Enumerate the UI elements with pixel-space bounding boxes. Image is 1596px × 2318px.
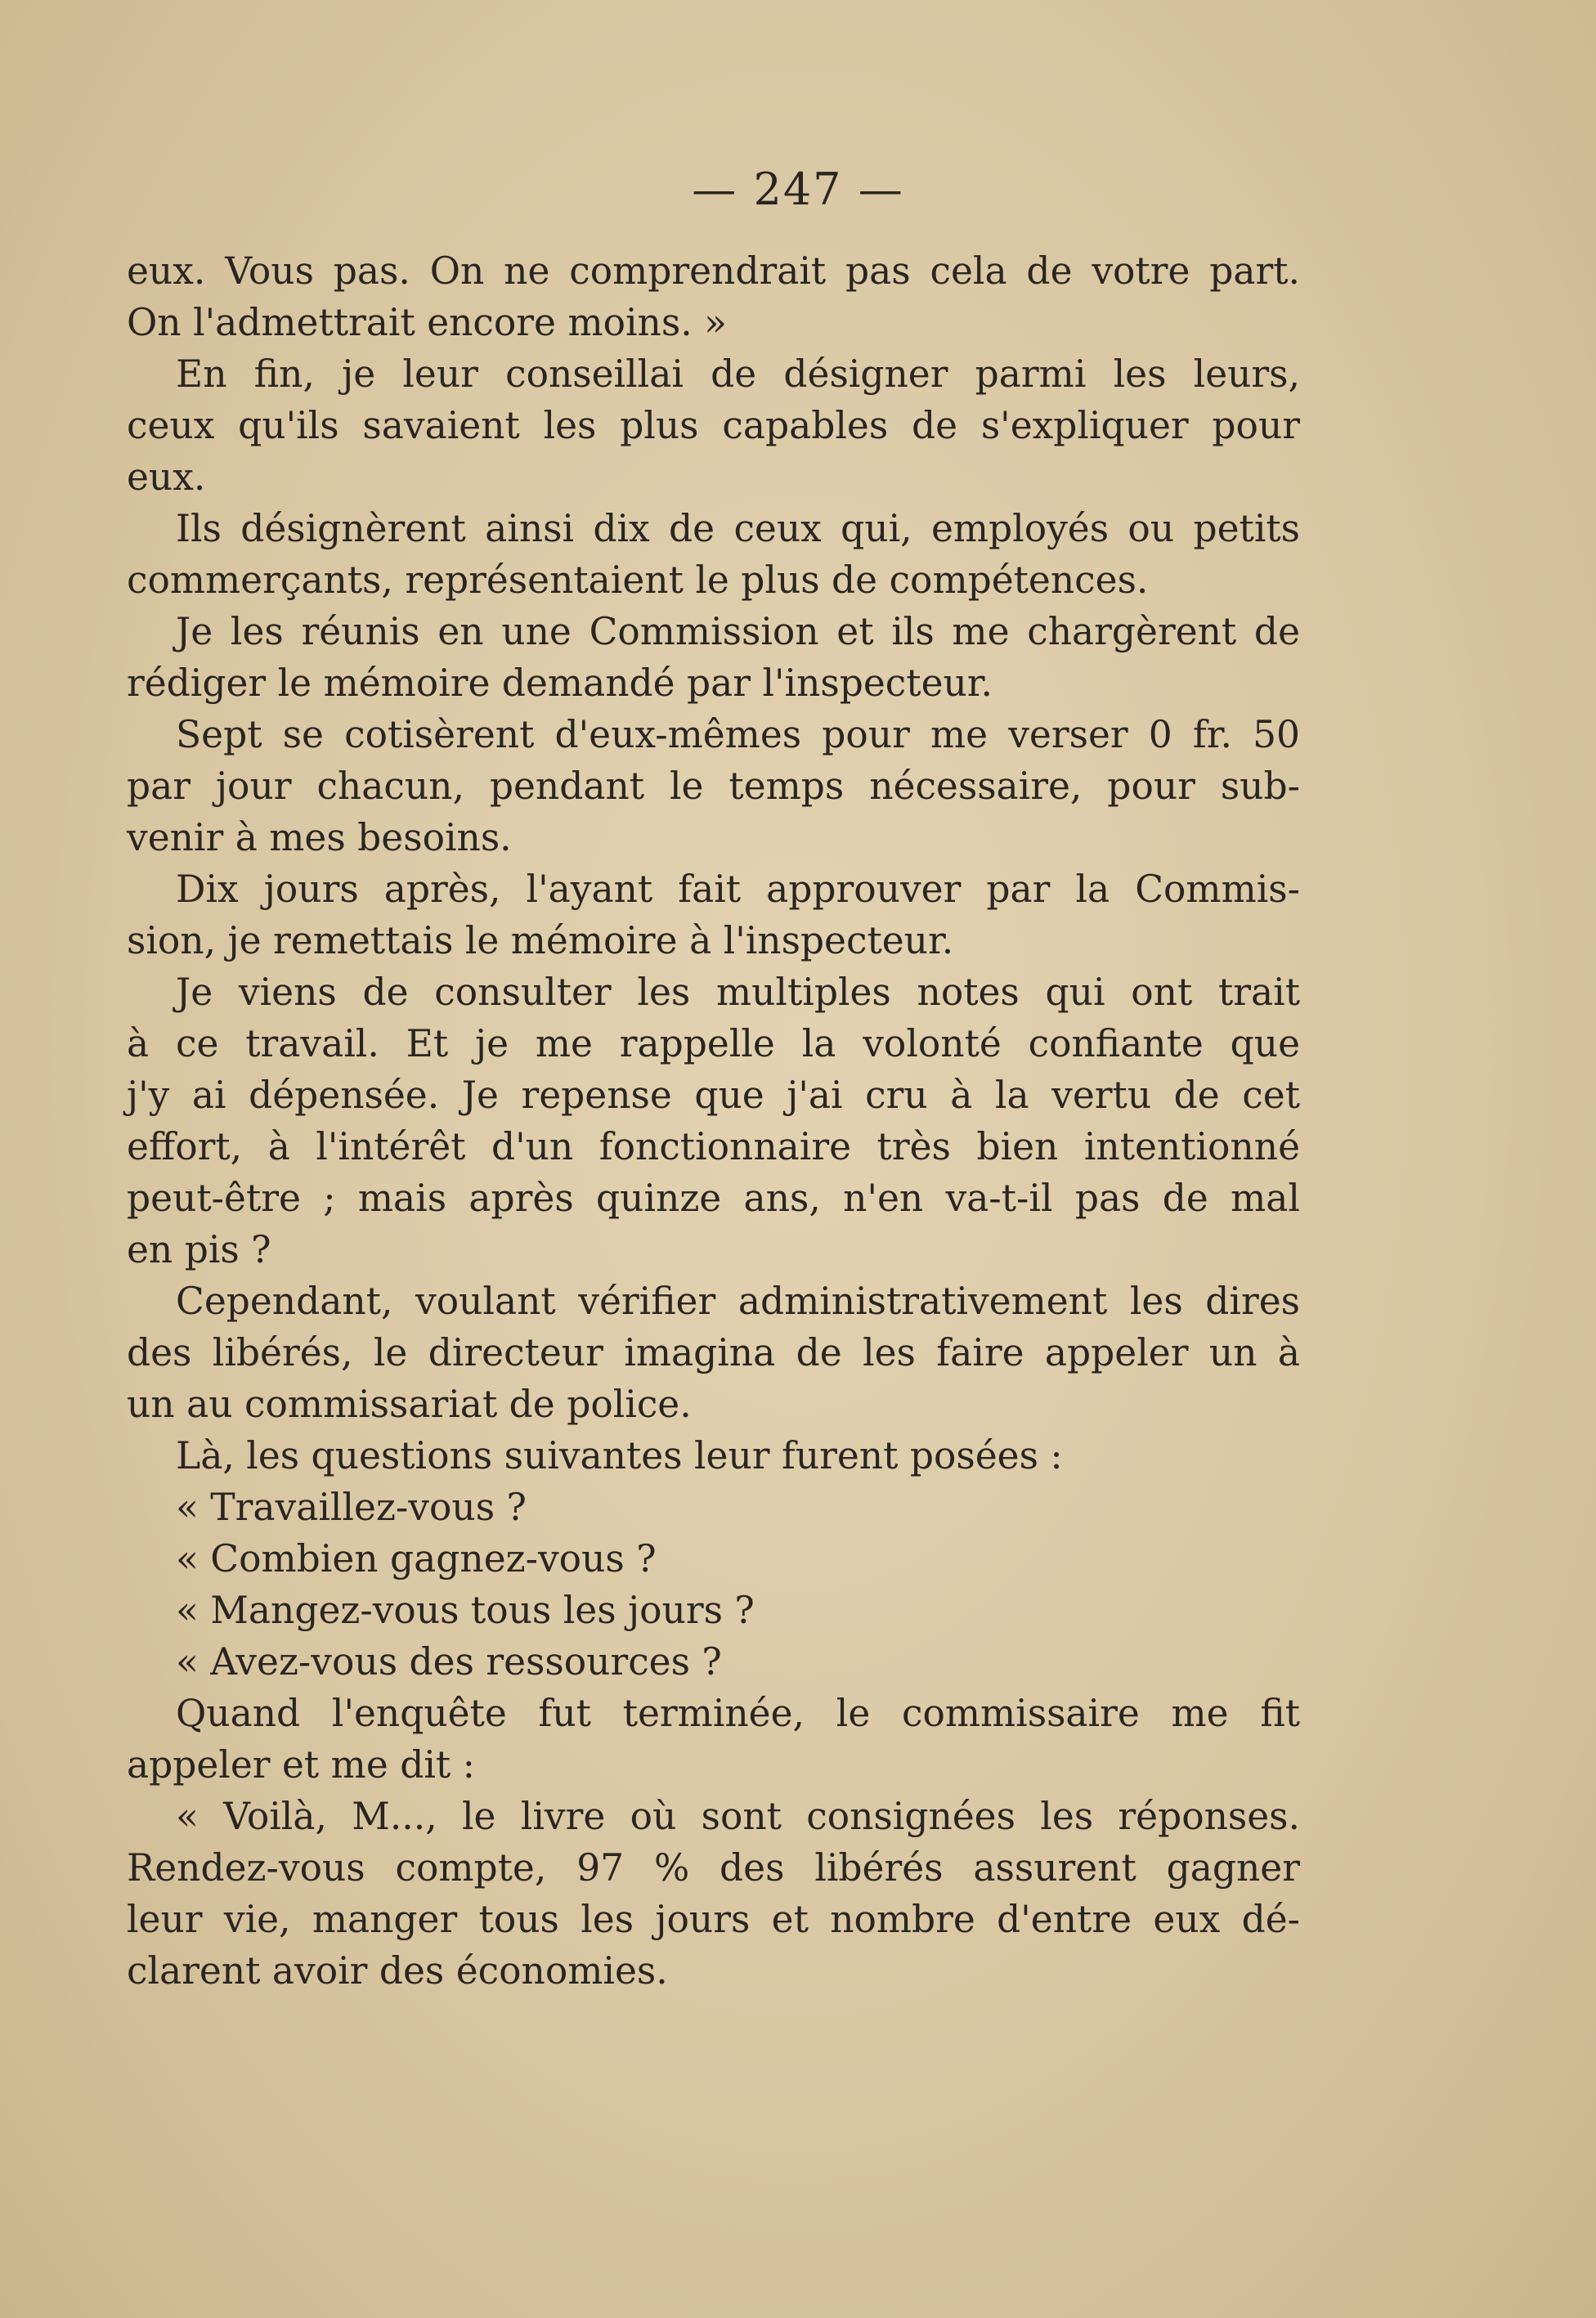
text-line: « Avez-vous des ressources ? bbox=[176, 1640, 722, 1684]
text-line: à ce travail. Et je me rappelle la volonté confiante que bbox=[127, 1022, 1300, 1065]
text-line: sion, je remettais le mémoire à l'inspecteur. bbox=[127, 919, 954, 962]
body-text bbox=[127, 245, 1300, 1997]
text-line: en pis ? bbox=[127, 1228, 271, 1271]
text-line: Ils désignèrent ainsi dix de ceux qui, employés ou petits bbox=[176, 507, 1300, 550]
text-line: eux. bbox=[127, 455, 206, 499]
text-line: « Travaillez-vous ? bbox=[176, 1486, 527, 1529]
text-line: clarent avoir des économies. bbox=[127, 1949, 668, 1993]
text-line: Sept se cotisèrent d'eux-mêmes pour me verser 0 fr. 50 bbox=[176, 713, 1300, 756]
text-line: Dix jours après, l'ayant fait approuver par la Commis- bbox=[176, 868, 1300, 911]
text-line: rédiger le mémoire demandé par l'inspecteur. bbox=[127, 661, 993, 705]
text-line: eux. Vous pas. On ne comprendrait pas cela de votre part. bbox=[127, 249, 1300, 293]
text-line: Cependant, voulant vérifier administrativement les dires bbox=[176, 1280, 1300, 1323]
text-line: peut-être ; mais après quinze ans, n'en va-t-il pas de mal bbox=[127, 1177, 1300, 1220]
text-line: leur vie, manger tous les jours et nombre d'entre eux dé- bbox=[127, 1898, 1300, 1941]
text-line: Je les réunis en une Commission et ils me chargèrent de bbox=[176, 610, 1300, 653]
text-line: effort, à l'intérêt d'un fonctionnaire très bien intentionné bbox=[127, 1125, 1300, 1168]
page-number: — 247 — bbox=[692, 164, 904, 215]
text-line: appeler et me dit : bbox=[127, 1743, 475, 1787]
text-line: « Voilà, M..., le livre où sont consignées les réponses. bbox=[176, 1795, 1300, 1838]
text-line: des libérés, le directeur imagina de les faire appeler un à bbox=[127, 1331, 1300, 1374]
text-line: ceux qu'ils savaient les plus capables de s'expliquer pour bbox=[127, 404, 1300, 447]
text-line: « Combien gagnez-vous ? bbox=[176, 1537, 657, 1580]
text-line: venir à mes besoins. bbox=[127, 816, 512, 859]
text-line: par jour chacun, pendant le temps nécessaire, pour sub- bbox=[127, 764, 1300, 808]
text-line: « Mangez-vous tous les jours ? bbox=[176, 1589, 755, 1632]
text-line: Quand l'enquête fut terminée, le commissaire me fit bbox=[176, 1692, 1300, 1735]
text-line: Rendez-vous compte, 97 % des libérés assurent gagner bbox=[127, 1846, 1300, 1890]
text-line: Je viens de consulter les multiples notes qui ont trait bbox=[176, 971, 1300, 1014]
text-line: commerçants, représentaient le plus de compétences. bbox=[127, 558, 1149, 602]
text-line: Là, les questions suivantes leur furent posées : bbox=[176, 1434, 1063, 1477]
text-line: un au commissariat de police. bbox=[127, 1383, 692, 1426]
text-line: j'y ai dépensée. Je repense que j'ai cru à la vertu de cet bbox=[127, 1074, 1300, 1117]
text-line: En fin, je leur conseillai de désigner parmi les leurs, bbox=[176, 352, 1300, 396]
text-line: On l'admettrait encore moins. » bbox=[127, 301, 727, 344]
